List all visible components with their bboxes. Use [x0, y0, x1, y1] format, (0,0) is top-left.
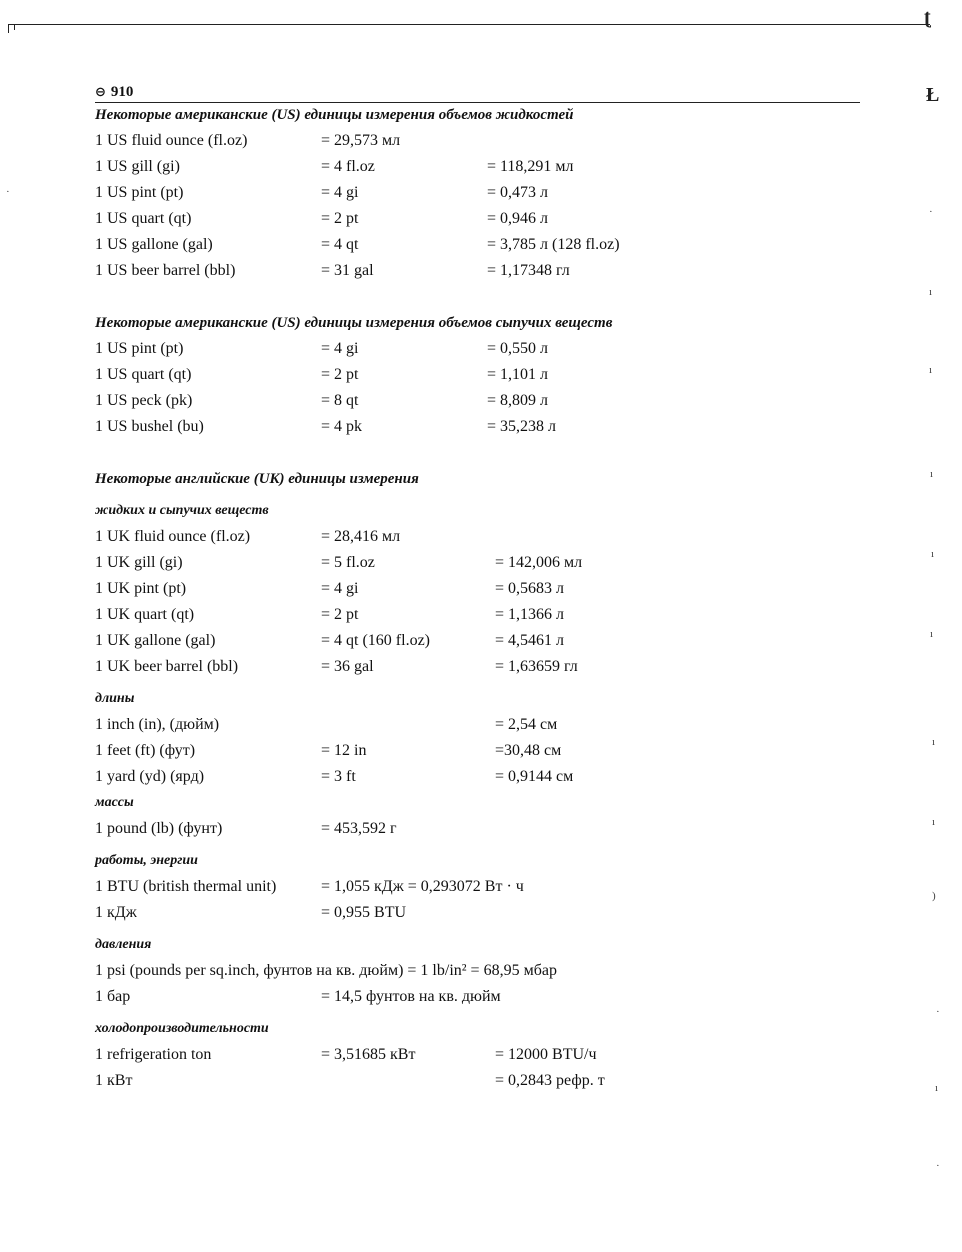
us-liquid-heading: Некоторые американские (US) единицы измерения объемов жидкостей	[95, 107, 574, 123]
scan-speck: ı	[930, 628, 934, 640]
unit-name: 1 refrigeration ton	[95, 1046, 212, 1063]
table-row	[95, 764, 875, 790]
unit-equivalent: = 28,416 мл	[321, 528, 401, 545]
unit-name: 1 US fluid ounce (fl.oz)	[95, 132, 248, 149]
table-row	[95, 900, 875, 926]
top-corner-mark	[14, 24, 15, 30]
unit-equivalent: = 2 pt	[321, 366, 359, 383]
unit-equivalent: = 4 pk	[321, 418, 363, 435]
table-row	[95, 712, 875, 738]
unit-name: 1 pound (lb) (фунт)	[95, 820, 223, 837]
unit-name: 1 feet (ft) (фут)	[95, 742, 196, 759]
unit-metric: = 1,101 л	[487, 366, 549, 383]
unit-name: 1 кВт	[95, 1072, 133, 1089]
pressure-subheading: давления	[95, 937, 152, 952]
unit-metric: = 2,54 см	[495, 716, 558, 733]
unit-metric: = 8,809 л	[487, 392, 549, 409]
unit-metric: = 0,2843 рефр. т	[495, 1072, 605, 1089]
unit-name: 1 UK pint (pt)	[95, 580, 187, 597]
unit-equivalent: = 4 qt	[321, 236, 359, 253]
unit-equivalent: = 29,573 мл	[321, 132, 401, 149]
top-rule	[8, 24, 930, 25]
unit-name: 1 US gill (gi)	[95, 158, 180, 175]
table-row	[95, 958, 875, 984]
unit-metric: = 0,550 л	[487, 340, 549, 357]
table-row	[95, 738, 875, 764]
unit-equivalent: = 4 fl.oz	[321, 158, 375, 175]
unit-equivalent: = 1,055 кДж = 0,293072 Вт · ч	[321, 878, 524, 895]
unit-metric: = 0,946 л	[487, 210, 549, 227]
unit-equivalent: = 5 fl.oz	[321, 554, 375, 571]
unit-equivalent: = 4 qt (160 fl.oz)	[321, 632, 430, 649]
scan-speck: ı	[929, 286, 933, 298]
table-row	[95, 206, 875, 232]
table-row	[95, 128, 875, 154]
scan-speck: ı	[930, 468, 934, 480]
table-row	[95, 414, 875, 440]
scan-edge-mark: ʈ	[924, 6, 931, 28]
unit-name: 1 US peck (pk)	[95, 392, 193, 409]
table-row	[95, 602, 875, 628]
table-row	[95, 1042, 875, 1068]
table-row	[95, 816, 875, 842]
table-row	[95, 550, 875, 576]
unit-metric: = 1,17348 гл	[487, 262, 570, 279]
scan-speck: ı	[932, 736, 936, 748]
scan-speck: ı	[932, 816, 936, 828]
unit-name: 1 BTU (british thermal unit)	[95, 878, 277, 895]
scan-speck: )	[932, 890, 936, 902]
unit-equivalent: = 36 gal	[321, 658, 374, 675]
unit-name: 1 UK quart (qt)	[95, 606, 195, 623]
unit-equivalent: = 2 pt	[321, 606, 359, 623]
scan-speck: ·	[936, 1160, 940, 1172]
table-row	[95, 258, 875, 284]
page-number: 910	[110, 84, 134, 100]
unit-equivalent: = 0,955 BTU	[321, 904, 407, 921]
table-row	[95, 154, 875, 180]
table-row	[95, 180, 875, 206]
unit-equivalent: = 4 gi	[321, 184, 359, 201]
scan-speck: ı	[935, 1082, 939, 1094]
unit-name: 1 бар	[95, 988, 131, 1005]
us-dry-heading: Некоторые американские (US) единицы измерения объемов сыпучих веществ	[95, 315, 613, 331]
refrigeration-subheading: холодопроизводительности	[95, 1021, 269, 1036]
table-row	[95, 336, 875, 362]
unit-metric: = 1,63659 гл	[495, 658, 578, 675]
scan-speck: ı	[929, 364, 933, 376]
unit-equivalent: = 453,592 г	[321, 820, 397, 837]
table-row	[95, 628, 875, 654]
table-row	[95, 1068, 875, 1094]
unit-name: 1 US beer barrel (bbl)	[95, 262, 236, 279]
scan-speck: ·	[936, 1006, 940, 1018]
table-row	[95, 524, 875, 550]
unit-equivalent: = 12 in	[321, 742, 367, 759]
table-row	[95, 576, 875, 602]
unit-name: 1 кДж	[95, 904, 137, 921]
unit-name: 1 US pint (pt)	[95, 184, 184, 201]
unit-name: 1 yard (yd) (ярд)	[95, 768, 205, 785]
unit-metric: = 142,006 мл	[495, 554, 583, 571]
unit-name: 1 inch (in), (дюйм)	[95, 716, 220, 733]
unit-equivalent: = 3,51685 кВт	[321, 1046, 416, 1063]
table-row	[95, 388, 875, 414]
unit-equivalent: = 4 gi	[321, 340, 359, 357]
table-row	[95, 874, 875, 900]
section-icon: ⊖	[95, 85, 106, 100]
top-corner-mark	[8, 24, 9, 33]
mass-subheading: массы	[95, 795, 134, 810]
unit-equivalent: = 3 ft	[321, 768, 356, 785]
unit-metric: = 1,1366 л	[495, 606, 565, 623]
table-row	[95, 654, 875, 680]
unit-metric: = 35,238 л	[487, 418, 557, 435]
page-body	[95, 102, 875, 1094]
scan-edge-mark: Ł	[926, 84, 940, 106]
scan-speck: ·	[929, 206, 933, 218]
unit-name: 1 US bushel (bu)	[95, 418, 204, 435]
unit-name: 1 UK fluid ounce (fl.oz)	[95, 528, 251, 545]
page-header	[95, 84, 860, 103]
unit-name: 1 UK gallone (gal)	[95, 632, 216, 649]
energy-subheading: работы, энергии	[95, 853, 198, 868]
psi-definition: 1 psi (pounds per sq.inch, фунтов на кв. дюйм) = 1 lb/in² = 68,95 мбар	[95, 962, 557, 979]
scan-speck: ·	[6, 186, 10, 198]
unit-equivalent: = 14,5 фунтов на кв. дюйм	[321, 988, 501, 1005]
length-subheading: длины	[95, 691, 135, 706]
unit-metric: = 4,5461 л	[495, 632, 565, 649]
table-row	[95, 984, 875, 1010]
unit-name: 1 UK beer barrel (bbl)	[95, 658, 239, 675]
unit-name: 1 US quart (qt)	[95, 366, 192, 383]
unit-metric: = 118,291 мл	[487, 158, 574, 175]
table-row	[95, 362, 875, 388]
unit-metric: =30,48 см	[495, 742, 562, 759]
unit-equivalent: = 8 qt	[321, 392, 359, 409]
scan-speck: ı	[931, 548, 935, 560]
unit-metric: = 12000 BTU/ч	[495, 1046, 597, 1063]
unit-name: 1 US quart (qt)	[95, 210, 192, 227]
unit-name: 1 US pint (pt)	[95, 340, 184, 357]
unit-metric: = 0,9144 см	[495, 768, 574, 785]
unit-equivalent: = 2 pt	[321, 210, 359, 227]
uk-liquid-dry-subheading: жидких и сыпучих веществ	[95, 503, 269, 518]
unit-metric: = 0,473 л	[487, 184, 549, 201]
unit-equivalent: = 31 gal	[321, 262, 374, 279]
unit-name: 1 US gallone (gal)	[95, 236, 213, 253]
unit-equivalent: = 4 gi	[321, 580, 359, 597]
unit-name: 1 UK gill (gi)	[95, 554, 183, 571]
table-row	[95, 232, 875, 258]
unit-metric: = 0,5683 л	[495, 580, 565, 597]
unit-metric: = 3,785 л (128 fl.oz)	[487, 236, 620, 253]
uk-heading: Некоторые английские (UK) единицы измерения	[95, 471, 419, 487]
